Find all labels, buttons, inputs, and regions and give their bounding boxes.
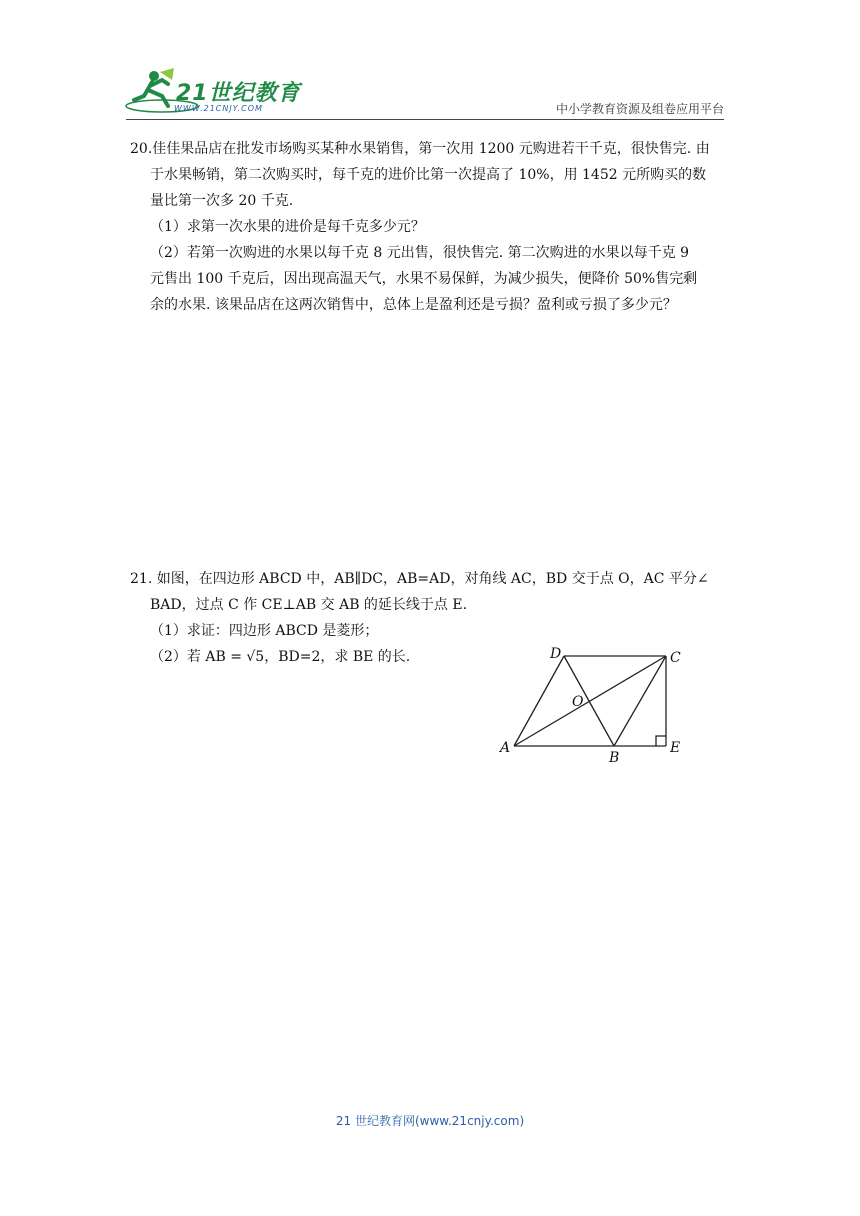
q20-stem [130,136,736,162]
label-D: D [550,646,562,662]
header-divider [126,119,724,120]
q21-part-2: （2）若 AB = √5，BD=2，求 BE 的长. [150,649,411,665]
platform-caption: 中小学教育资源及组卷应用平台 [555,102,724,116]
label-O: O [572,694,584,710]
q20-stem-line-1: 佳佳果品店在批发市场购买某种水果销售，第一次用 1200 元购进若干千克，很快售完. 由 [152,141,710,157]
logo-url: WWW.21CNJY.COM [174,104,263,113]
q20-stem-line-2: 于水果畅销，第二次购买时，每千克的进价比第一次提高了 10%，用 1452 元所购买的数 [150,167,707,183]
q20-part-1: （1）求第一次水果的进价是每千克多少元？ [150,219,425,235]
page-header [0,0,860,125]
label-B: B [609,750,620,766]
q20-part-2-line-3: 余的水果. 该果品店在这两次销售中，总体上是盈利还是亏损？盈利或亏损了多少元？ [150,297,677,313]
q20-number: 20. [130,141,153,157]
logo-text: 21世纪教育 [176,81,301,106]
segment-CB [614,656,666,746]
page-footer: 21 世纪教育网(www.21cnjy.com) [335,1114,525,1128]
q21-stem-line-2: BAD，过点 C 作 CE⊥AB 交 AB 的延长线于点 E. [150,597,468,613]
q21-stem [130,566,736,592]
label-C: C [670,650,681,666]
segment-AD [514,656,564,746]
q20-stem-line-3: 量比第一次多 20 千克. [150,193,294,209]
q21-number: 21. [130,571,153,587]
question-20 [130,136,736,318]
label-E: E [670,740,681,756]
right-angle-mark [656,736,666,746]
q21-stem-line-1: 如图，在四边形 ABCD 中，AB∥DC，AB=AD，对角线 AC，BD 交于点 O，AC 平分∠ [156,571,709,587]
rhombus-figure [496,642,686,772]
segment-AC [514,656,666,746]
q20-part-2-line-1: （2）若第一次购进的水果以每千克 8 元出售，很快售完. 第二次购进的水果以每千克 9 [150,245,689,261]
q20-part-2-line-2: 元售出 100 千克后，因出现高温天气，水果不易保鲜，为减少损失，便降价 50%售完剩 [150,271,698,287]
q21-part-1: （1）求证：四边形 ABCD 是菱形； [150,623,379,639]
label-A: A [500,740,511,756]
